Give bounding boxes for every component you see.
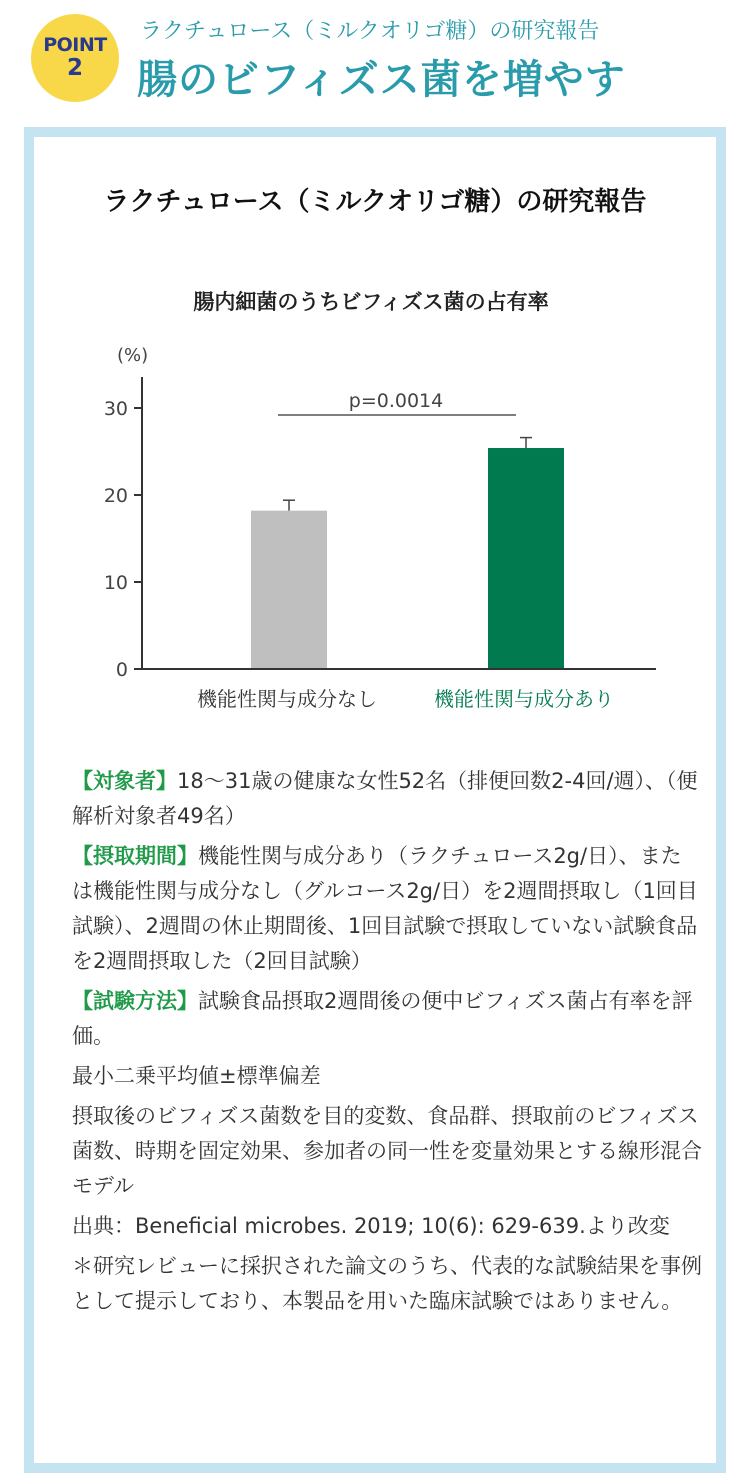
y-tick-label: 10 [103, 572, 128, 594]
model-note: 摂取後のビフィズス菌数を目的変数、食品群、摂取前のビフィズス菌数、時期を固定効果、参加者の同一性を変量効果とする線形混合モデル [72, 1104, 702, 1198]
p-value-label: p=0.0014 [348, 390, 444, 412]
source-note: 出典：Beneficial microbes. 2019; 10(6): 629-639.より改変 [72, 1214, 670, 1238]
header [0, 0, 750, 120]
method-text: 試験食品摂取2週間後の便中ビフィズス菌占有率を評価。 [72, 989, 693, 1048]
y-tick-label: 30 [103, 398, 128, 420]
subject-paragraph [72, 764, 702, 834]
point-badge [31, 14, 119, 102]
study-description [72, 764, 702, 1324]
header-subtitle: ラクチュロース（ミルクオリゴ糖）の研究報告 [140, 19, 600, 44]
bar-1 [251, 511, 327, 669]
disclaimer-note: ＊研究レビューに採択された論文のうち、代表的な試験結果を事例として提示しており、本製品を用いた臨床試験ではありません。 [72, 1254, 702, 1313]
category-label-1: 機能性関与成分なし [197, 687, 377, 711]
bar-chart [34, 137, 716, 747]
y-tick-label: 20 [103, 485, 128, 507]
intake-paragraph [72, 839, 702, 979]
bar-2 [488, 448, 564, 669]
y-axis-unit: (%) [117, 345, 149, 366]
subject-tag: 【対象者】 [72, 769, 177, 793]
stat-note: 最小二乗平均値±標準偏差 [72, 1064, 321, 1088]
method-tag: 【試験方法】 [72, 989, 198, 1013]
chart-title: 腸内細菌のうちビフィズス菌の占有率 [193, 290, 549, 314]
category-label-2: 機能性関与成分あり [434, 687, 614, 711]
research-panel [24, 127, 726, 1473]
intake-text: 機能性関与成分あり（ラクチュロース2g/日）、または機能性関与成分なし（グルコース2g/日）を2週間摂取し（1回目試験）、2週間の休止期間後、1回目試験で摂取していない試験食品を2週間摂取した（2回目試験） [72, 844, 698, 973]
y-tick-label: 0 [115, 659, 128, 681]
intake-tag: 【摂取期間】 [72, 844, 198, 868]
badge-word: POINT [43, 33, 107, 56]
header-title: 腸のビフィズス菌を増やす [137, 57, 626, 103]
panel-title: ラクチュロース（ミルクオリゴ糖）の研究報告 [103, 187, 647, 217]
method-paragraph [72, 984, 702, 1054]
badge-number: 2 [66, 54, 83, 81]
subject-text: 18～31歳の健康な女性52名（排便回数2-4回/週）、（便解析対象者49名） [72, 769, 698, 828]
